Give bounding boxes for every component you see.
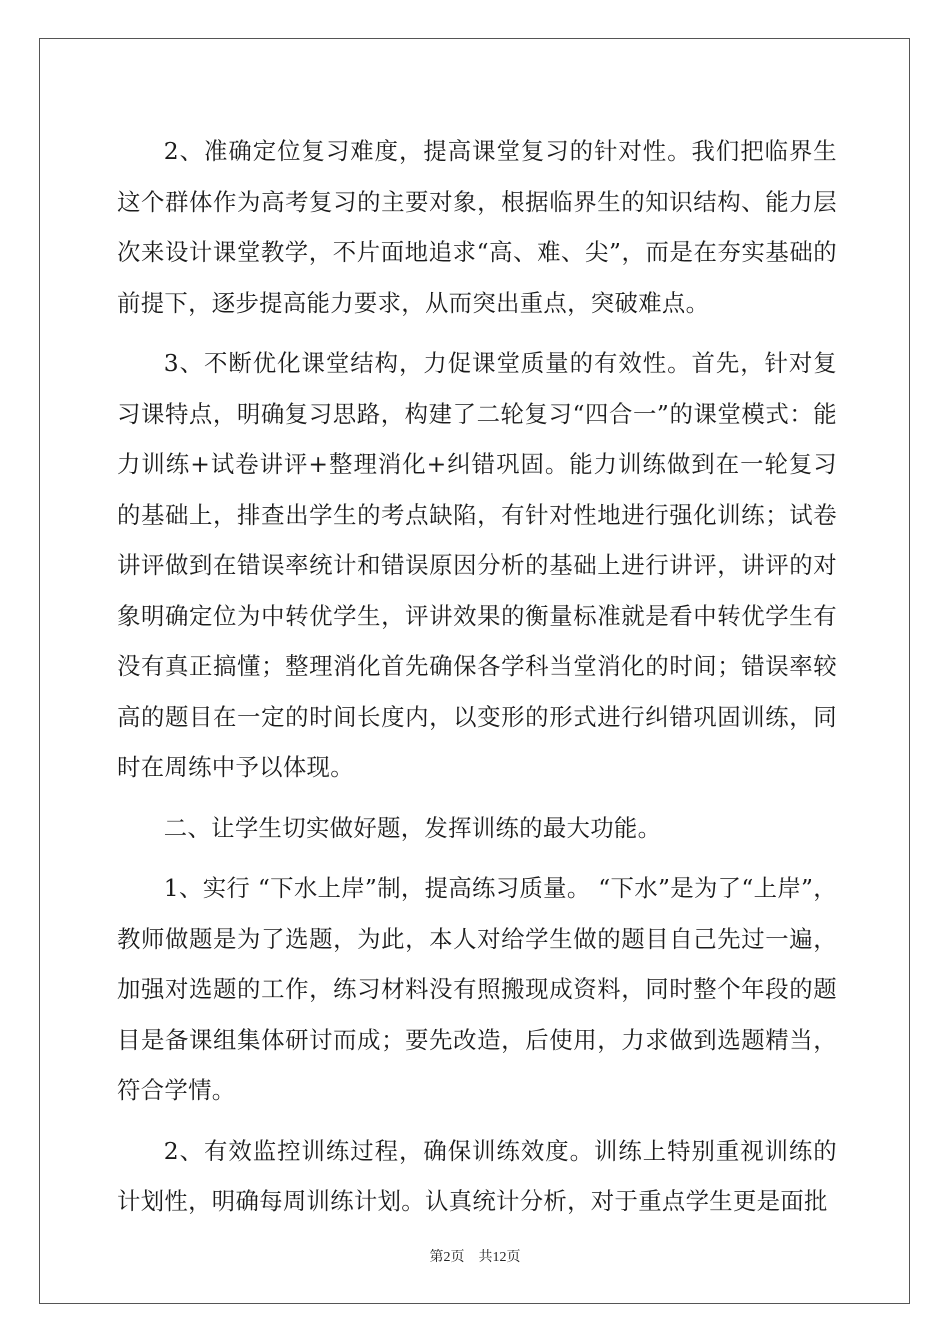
paragraph-item-3-structure: 3、不断优化课堂结构，力促课堂质量的有效性。首先，针对复习课特点，明确复习思路，构建了二轮复习“四合一”的课堂模式：能力训练+试卷讲评+整理消化+纠错巩固。能力训练做到在一轮复习的基础上，排查出学生的考点缺陷，有针对性地进行强化训练；试卷讲评做到在错误率统计和错误原因分析的基础上进行讲评，讲评的对象明确定位为中转优学生，评讲效果的衡量标准就是看中转优学生有没有真正搞懂；整理消化首先确保各学科当堂消化的时间；错误率较高的题目在一定的时间长度内，以变形的形式进行纠错巩固训练，同时在周练中予以体现。 — [117, 349, 837, 781]
document-body — [117, 126, 837, 1237]
page-number: 第2页 — [429, 1250, 465, 1265]
page-total: 共12页 — [478, 1250, 521, 1265]
section-heading-training: 二、让学生切实做好题，发挥训练的最大功能。 — [163, 813, 662, 842]
paragraph-item-2-positioning: 2、准确定位复习难度，提高课堂复习的针对性。我们把临界生这个群体作为高考复习的主要对象，根据临界生的知识结构、能力层次来设计课堂教学，不片面地追求“高、难、尖”，而是在夯实基础的前提下，逐步提高能力要求，从而突出重点，突破难点。 — [117, 137, 837, 317]
page-footer — [0, 1246, 950, 1266]
paragraph-item-2-monitoring: 2、有效监控训练过程，确保训练效度。训练上特别重视训练的计划性，明确每周训练计划。认真统计分析，对于重点学生更是面批 — [117, 1136, 837, 1215]
paragraph-item-1-practice: 1、实行 “下水上岸”制，提高练习质量。 “下水”是为了“上岸”，教师做题是为了选题，为此，本人对给学生做的题目自己先过一遍，加强对选题的工作，练习材料没有照搬现成资料，同时整个年段的题目是备课组集体研讨而成；要先改造，后使用，力求做到选题精当，符合学情。 — [117, 874, 837, 1104]
